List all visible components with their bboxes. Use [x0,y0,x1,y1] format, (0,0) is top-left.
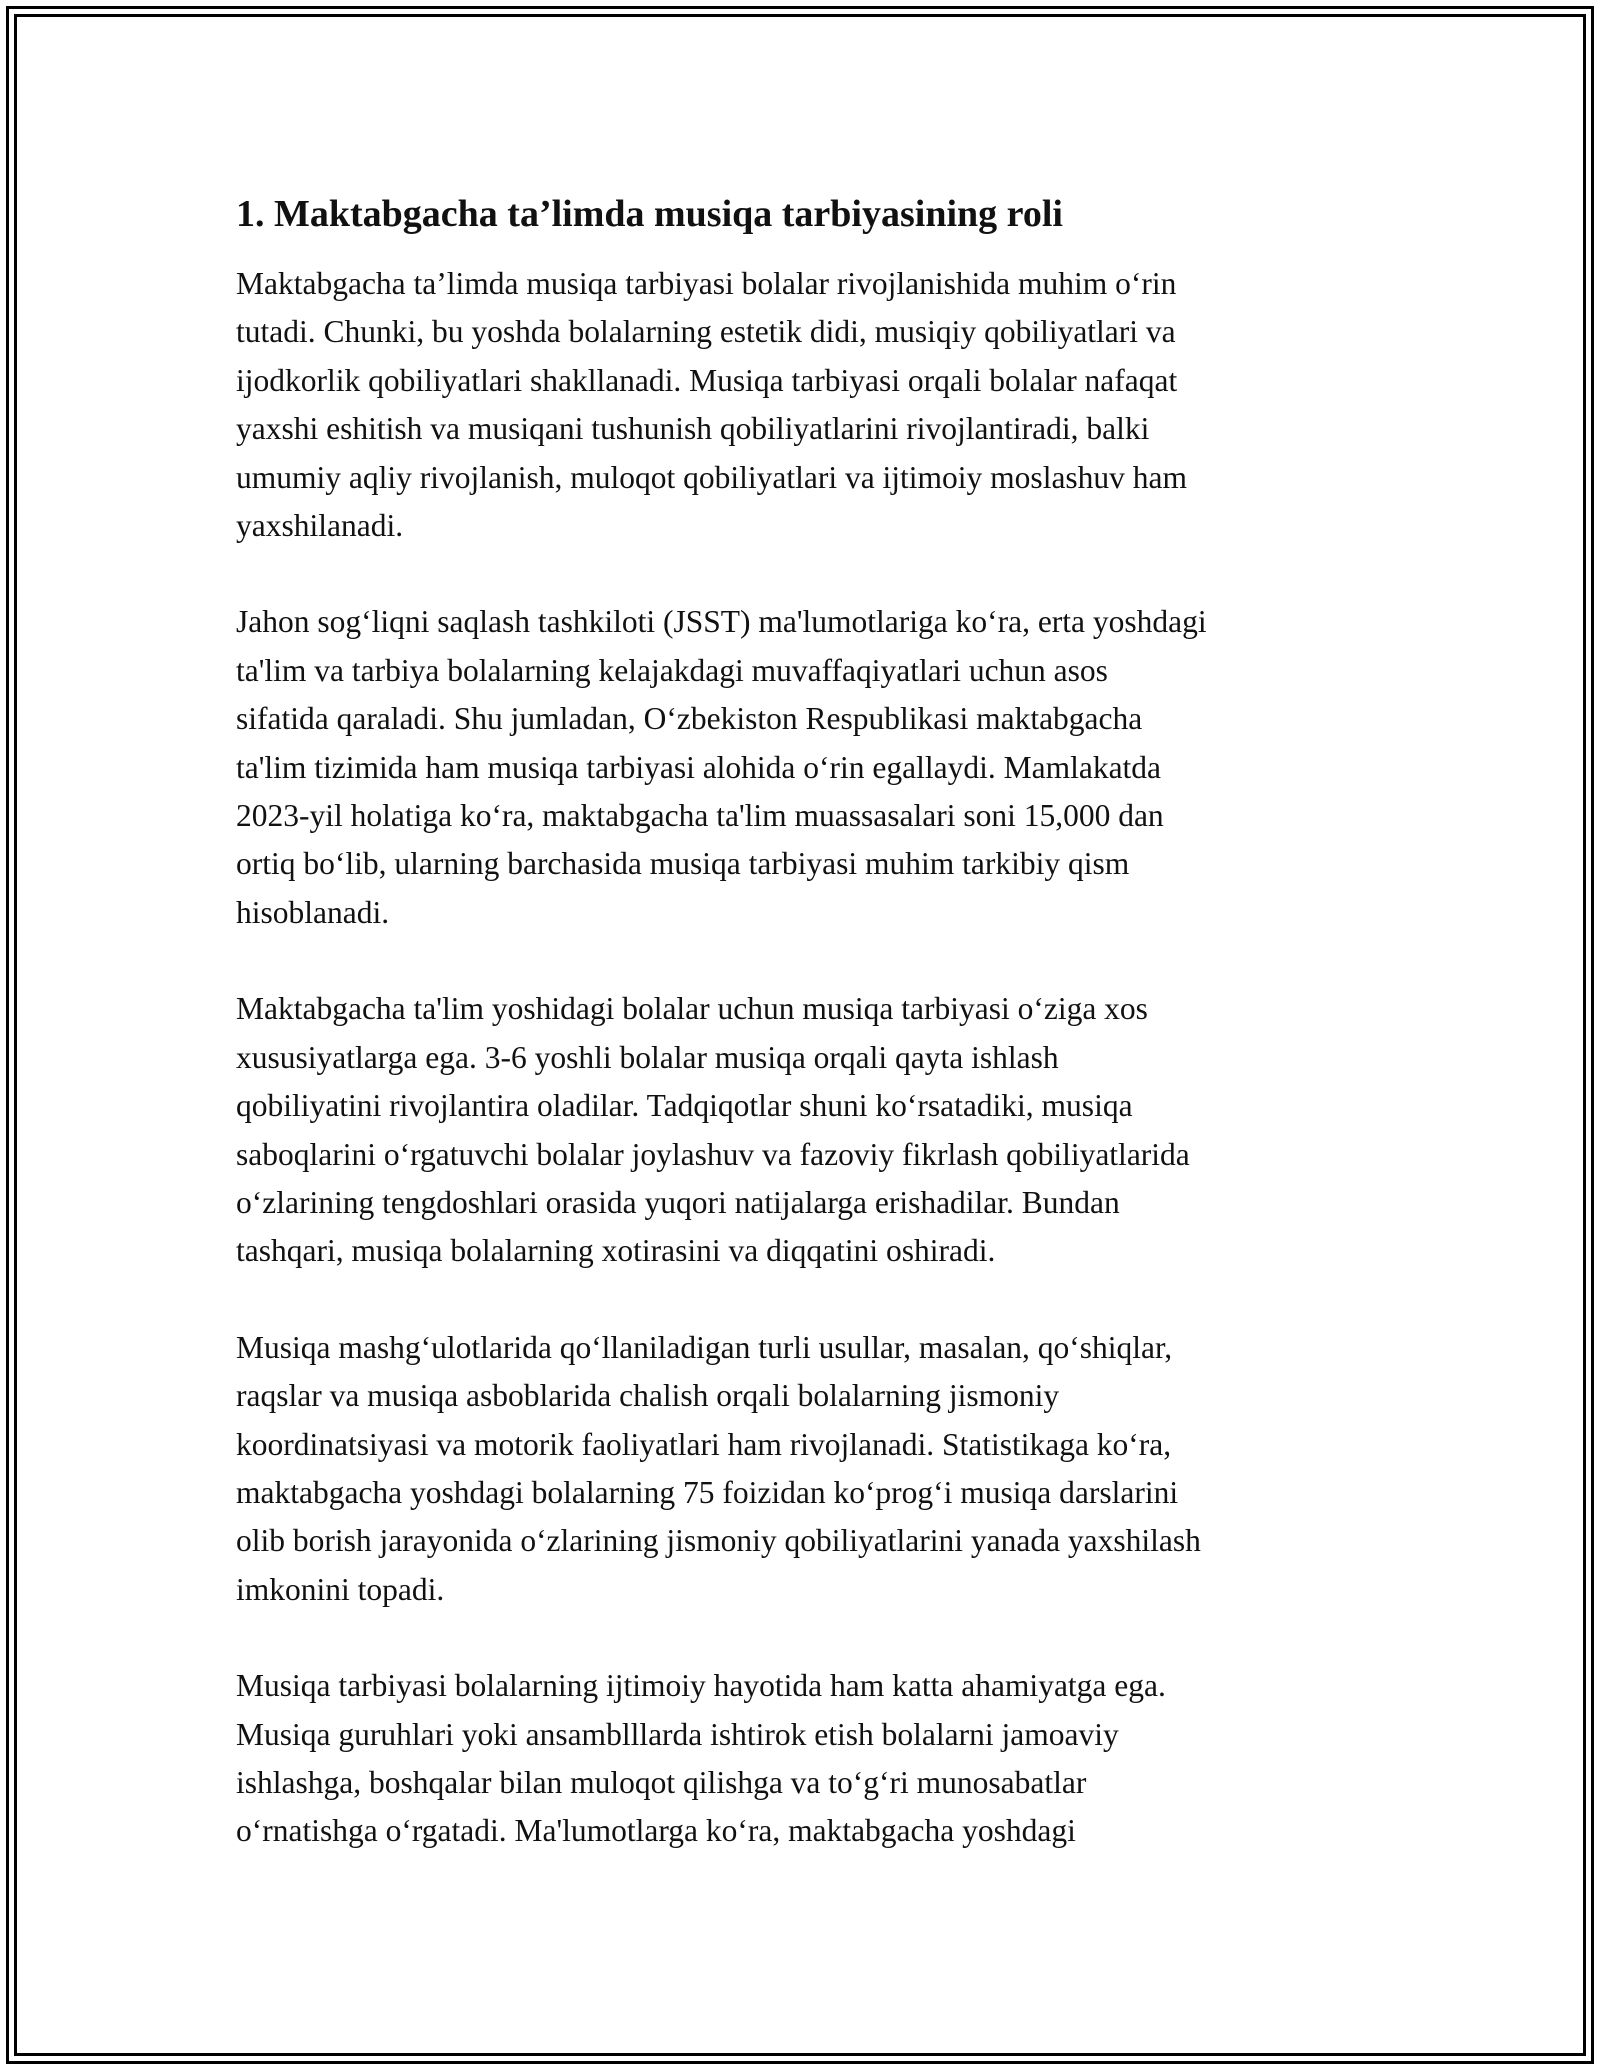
text-line: qobiliyatini rivojlantira oladilar. Tadqiqotlar shuni ko‘rsatadiki, musiqa [236,1088,1133,1124]
text-line: ta'lim va tarbiya bolalarning kelajakdagi muvaffaqiyatlari uchun asos [236,652,1108,688]
text-line: Musiqa tarbiyasi bolalarning ijtimoiy hayotida ham katta ahamiyatga ega. [236,1668,1166,1704]
text-line: Musiqa mashg‘ulotlarida qo‘llaniladigan turli usullar, masalan, qo‘shiqlar, [236,1329,1173,1365]
text-line: hisoblanadi. [236,894,390,930]
paragraph-2 [236,598,1368,937]
text-line: ortiq bo‘lib, ularning barchasida musiqa tarbiyasi muhim tarkibiy qism [236,846,1130,882]
text-line: imkonini topadi. [236,1571,445,1607]
paragraph-1 [236,260,1368,550]
text-line: tashqari, musiqa bolalarning xotirasini va diqqatini oshiradi. [236,1233,996,1269]
text-line: koordinatsiyasi va motorik faoliyatlari ham rivojlanadi. Statistikaga ko‘ra, [236,1426,1172,1462]
document-body [236,186,1368,1904]
text-line: raqslar va musiqa asboblarida chalish orqali bolalarning jismoniy [236,1378,1060,1414]
paragraph-4 [236,1324,1368,1614]
text-line: Maktabgacha ta’limda musiqa tarbiyasi bolalar rivojlanishida muhim o‘rin [236,266,1177,301]
text-line: Musiqa guruhlari yoki ansamblllarda ishtirok etish bolalarni jamoaviy [236,1716,1119,1752]
text-line: maktabgacha yoshdagi bolalarning 75 foizidan ko‘prog‘i musiqa darslarini [236,1474,1179,1510]
text-line: ishlashga, boshqalar bilan muloqot qilishga va to‘g‘ri munosabatlar [236,1764,1087,1800]
text-line: olib borish jarayonida o‘zlarining jismoniy qobiliyatlarini yanada yaxshilash [236,1523,1201,1559]
paragraph-5 [236,1662,1368,1856]
text-line: sifatida qaraladi. Shu jumladan, O‘zbekiston Respublikasi maktabgacha [236,701,1143,737]
text-line: tutadi. Chunki, bu yoshda bolalarning estetik didi, musiqiy qobiliyatlari va [236,314,1176,350]
text-line: saboqlarini o‘rgatuvchi bolalar joylashuv va fazoviy fikrlash qobiliyatlarida [236,1136,1190,1172]
text-line: yaxshi eshitish va musiqani tushunish qobiliyatlarini rivojlantiradi, balki [236,411,1150,447]
text-line: yaxshilanadi. [236,508,404,544]
section-heading: 1. Maktabgacha ta’limda musiqa tarbiyasining roli [236,193,1063,235]
text-line: o‘zlarining tengdoshlari orasida yuqori natijalarga erishadilar. Bundan [236,1184,1120,1220]
text-line: ta'lim tizimida ham musiqa tarbiyasi alohida o‘rin egallaydi. Mamlakatda [236,749,1162,785]
text-line: o‘rnatishga o‘rgatadi. Ma'lumotlarga ko‘ra, maktabgacha yoshdagi [236,1813,1076,1849]
text-line: xususiyatlarga ega. 3-6 yoshli bolalar musiqa orqali qayta ishlash [236,1039,1059,1075]
paragraph-3 [236,985,1368,1275]
text-line: umumiy aqliy rivojlanish, muloqot qobiliyatlari va ijtimoiy moslashuv ham [236,459,1188,495]
text-line: Maktabgacha ta'lim yoshidagi bolalar uchun musiqa tarbiyasi o‘ziga xos [236,991,1148,1027]
text-line: ijodkorlik qobiliyatlari shakllanadi. Musiqa tarbiyasi orqali bolalar nafaqat [236,362,1178,398]
text-line: 2023-yil holatiga ko‘ra, maktabgacha ta'lim muassasalari soni 15,000 dan [236,798,1164,834]
text-line: Jahon sog‘liqni saqlash tashkiloti (JSST) ma'lumotlariga ko‘ra, erta yoshdagi [236,604,1207,640]
